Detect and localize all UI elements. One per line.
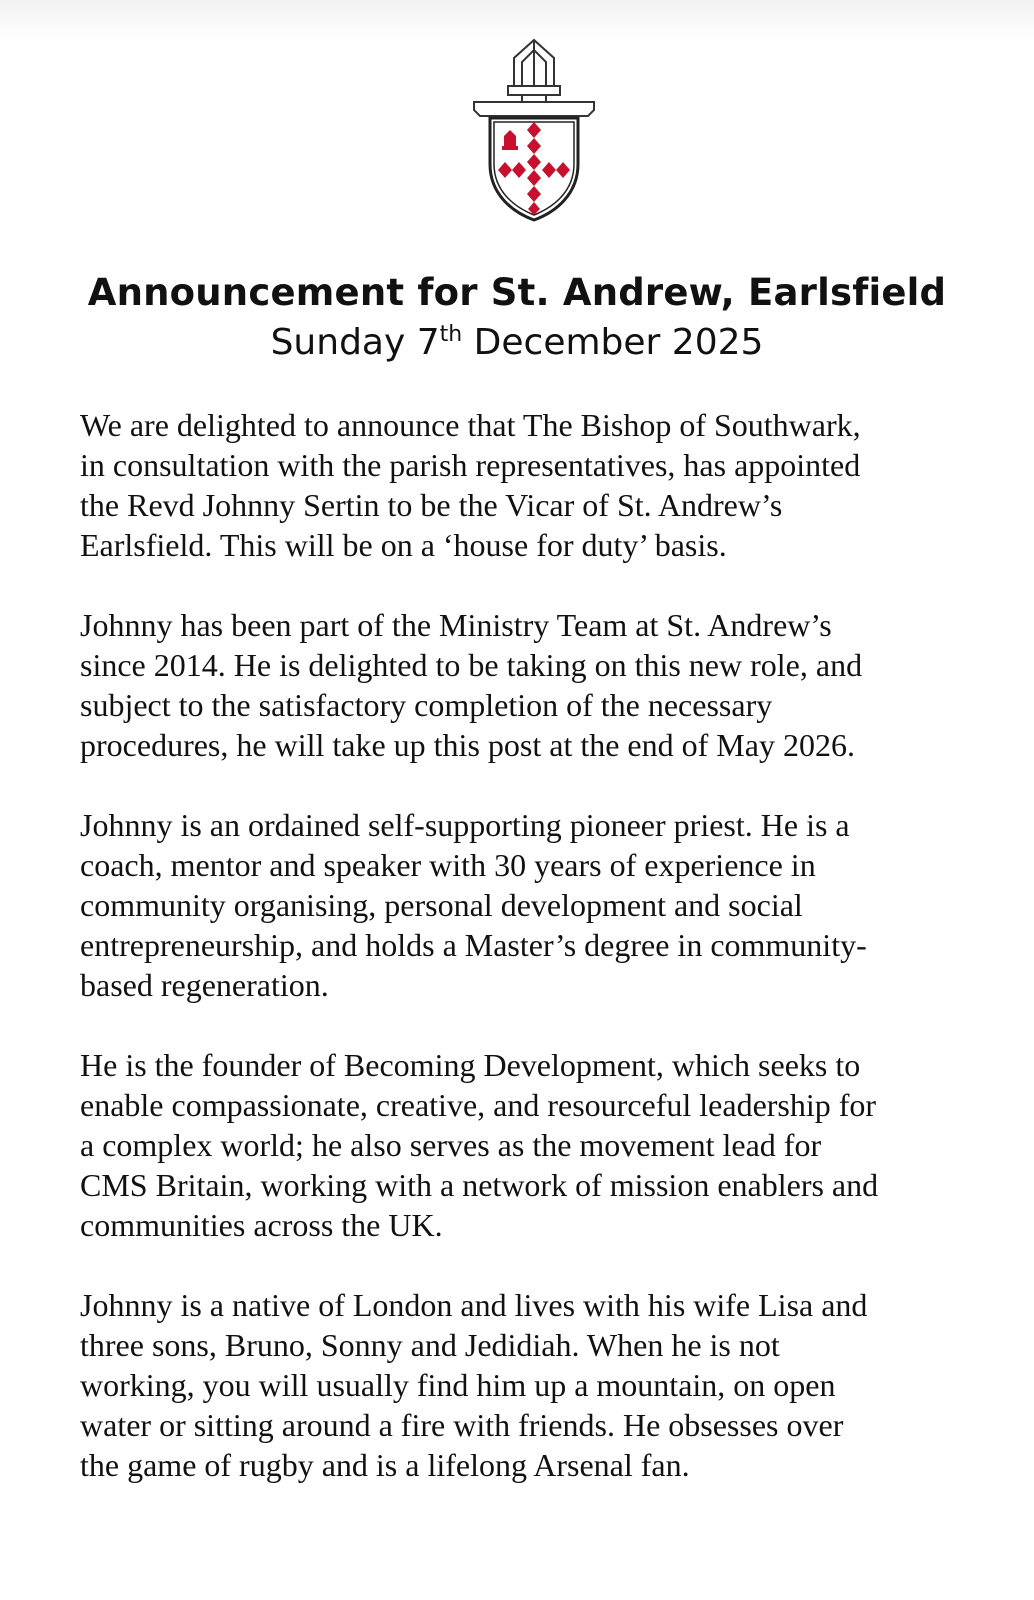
announcement-heading	[0, 268, 1034, 368]
shield-mitre-icon	[468, 36, 600, 226]
text-line: the Revd Johnny Sertin to be the Vicar of St. Andrew’s	[80, 487, 783, 523]
text-line: Johnny is an ordained self-supporting pioneer priest. He is a	[80, 807, 850, 843]
text-line: subject to the satisfactory completion of the necessary	[80, 687, 773, 723]
diocese-crest-logo	[468, 36, 600, 226]
date-ordinal-suffix: th	[439, 322, 463, 347]
date-prefix: Sunday 7	[270, 322, 440, 363]
announcement-body	[80, 405, 980, 1525]
text-line: enable compassionate, creative, and resourceful leadership for	[80, 1087, 877, 1123]
text-line: entrepreneurship, and holds a Master’s degree in community-	[80, 927, 867, 963]
announcement-title: Announcement for St. Andrew, Earlsfield	[87, 271, 947, 314]
date-rest: December 2025	[462, 322, 764, 363]
text-line: Johnny is a native of London and lives with his wife Lisa and	[80, 1287, 868, 1323]
text-line: in consultation with the parish representatives, has appointed	[80, 447, 861, 483]
text-line: based regeneration.	[80, 967, 329, 1003]
text-line: He is the founder of Becoming Development, which seeks to	[80, 1047, 861, 1083]
text-line: working, you will usually find him up a mountain, on open	[80, 1367, 836, 1403]
text-line: procedures, he will take up this post at the end of May 2026.	[80, 727, 855, 763]
text-line: communities across the UK.	[80, 1207, 443, 1243]
paragraph-ministry-team	[80, 605, 980, 765]
paragraph-personal	[80, 1285, 980, 1485]
text-line: community organising, personal development and social	[80, 887, 803, 923]
text-line: CMS Britain, working with a network of mission enablers and	[80, 1167, 879, 1203]
paragraph-appointment	[80, 405, 980, 565]
text-line: We are delighted to announce that The Bishop of Southwark,	[80, 407, 861, 443]
text-line: water or sitting around a fire with friends. He obsesses over	[80, 1407, 844, 1443]
text-line: since 2014. He is delighted to be taking on this new role, and	[80, 647, 863, 683]
text-line: coach, mentor and speaker with 30 years of experience in	[80, 847, 816, 883]
page-top-shadow	[0, 0, 1034, 40]
paragraph-founder	[80, 1045, 980, 1245]
text-line: three sons, Bruno, Sonny and Jedidiah. When he is not	[80, 1327, 780, 1363]
text-line: a complex world; he also serves as the movement lead for	[80, 1127, 822, 1163]
text-line: the game of rugby and is a lifelong Arsenal fan.	[80, 1447, 690, 1483]
announcement-date	[0, 318, 1034, 368]
text-line: Earlsfield. This will be on a ‘house for duty’ basis.	[80, 527, 727, 563]
paragraph-background	[80, 805, 980, 1005]
text-line: Johnny has been part of the Ministry Team at St. Andrew’s	[80, 607, 832, 643]
